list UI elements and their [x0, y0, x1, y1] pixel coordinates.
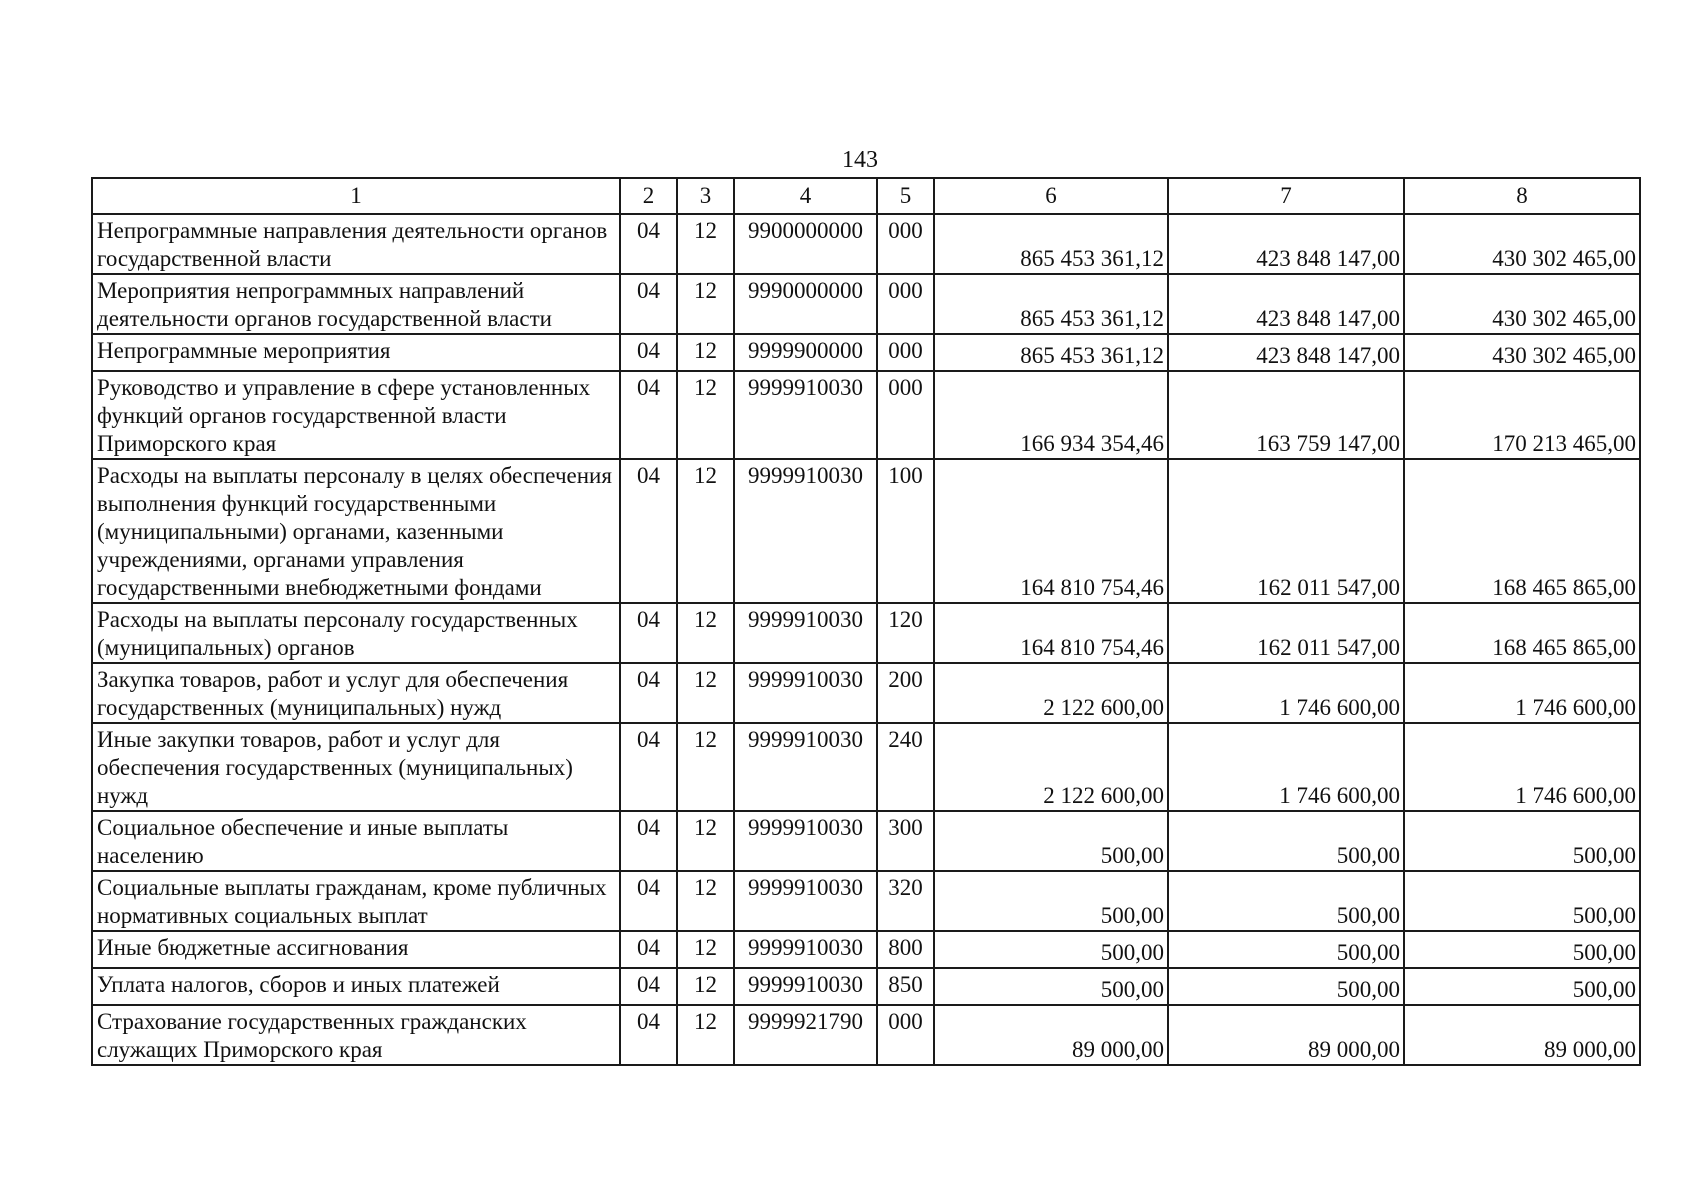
target-article-cell: 9990000000 — [734, 274, 877, 334]
table-header-row — [92, 178, 1640, 214]
subsection-code-cell: 12 — [677, 968, 734, 1005]
amount-cell-col7: 163 759 147,00 — [1168, 371, 1404, 459]
table-row — [92, 871, 1640, 931]
row-name-cell: Расходы на выплаты персоналу в целях обеспечения выполнения функций государственными (муниципальными) органами, казенными учреждениями, органами управления государственными внебюджетными фондами — [92, 459, 620, 603]
subsection-code-cell: 12 — [677, 459, 734, 603]
expense-type-cell: 300 — [877, 811, 934, 871]
section-code-cell: 04 — [620, 723, 677, 811]
subsection-code-cell: 12 — [677, 811, 734, 871]
column-header: 1 — [92, 178, 620, 214]
expense-type-cell: 850 — [877, 968, 934, 1005]
row-name-cell: Руководство и управление в сфере установленных функций органов государственной власти Приморского края — [92, 371, 620, 459]
amount-cell-col8: 500,00 — [1404, 811, 1640, 871]
table-row — [92, 663, 1640, 723]
row-name-cell: Страхование государственных гражданских служащих Приморского края — [92, 1005, 620, 1065]
amount-cell-col7: 500,00 — [1168, 811, 1404, 871]
section-code-cell: 04 — [620, 603, 677, 663]
subsection-code-cell: 12 — [677, 274, 734, 334]
amount-cell-col6: 500,00 — [934, 871, 1168, 931]
amount-cell-col6: 164 810 754,46 — [934, 603, 1168, 663]
target-article-cell: 9999910030 — [734, 871, 877, 931]
column-header: 3 — [677, 178, 734, 214]
amount-cell-col7: 1 746 600,00 — [1168, 723, 1404, 811]
amount-cell-col6: 89 000,00 — [934, 1005, 1168, 1065]
section-code-cell: 04 — [620, 811, 677, 871]
expense-type-cell: 000 — [877, 334, 934, 371]
expense-type-cell: 000 — [877, 274, 934, 334]
amount-cell-col6: 865 453 361,12 — [934, 274, 1168, 334]
row-name-cell: Непрограммные мероприятия — [92, 334, 620, 371]
row-name-cell: Иные закупки товаров, работ и услуг для обеспечения государственных (муниципальных) нужд — [92, 723, 620, 811]
table-row — [92, 334, 1640, 371]
expense-type-cell: 320 — [877, 871, 934, 931]
table-row — [92, 459, 1640, 603]
target-article-cell: 9999900000 — [734, 334, 877, 371]
section-code-cell: 04 — [620, 968, 677, 1005]
expense-type-cell: 000 — [877, 1005, 934, 1065]
amount-cell-col6: 164 810 754,46 — [934, 459, 1168, 603]
subsection-code-cell: 12 — [677, 334, 734, 371]
table-row — [92, 1005, 1640, 1065]
amount-cell-col6: 166 934 354,46 — [934, 371, 1168, 459]
amount-cell-col8: 500,00 — [1404, 931, 1640, 968]
column-header: 6 — [934, 178, 1168, 214]
target-article-cell: 9999910030 — [734, 371, 877, 459]
budget-table — [91, 177, 1641, 1066]
subsection-code-cell: 12 — [677, 931, 734, 968]
amount-cell-col8: 170 213 465,00 — [1404, 371, 1640, 459]
subsection-code-cell: 12 — [677, 871, 734, 931]
subsection-code-cell: 12 — [677, 371, 734, 459]
expense-type-cell: 100 — [877, 459, 934, 603]
section-code-cell: 04 — [620, 871, 677, 931]
amount-cell-col8: 500,00 — [1404, 871, 1640, 931]
amount-cell-col8: 430 302 465,00 — [1404, 214, 1640, 274]
table-row — [92, 214, 1640, 274]
amount-cell-col6: 500,00 — [934, 931, 1168, 968]
table-row — [92, 811, 1640, 871]
row-name-cell: Расходы на выплаты персоналу государственных (муниципальных) органов — [92, 603, 620, 663]
amount-cell-col6: 500,00 — [934, 968, 1168, 1005]
section-code-cell: 04 — [620, 274, 677, 334]
amount-cell-col6: 500,00 — [934, 811, 1168, 871]
section-code-cell: 04 — [620, 459, 677, 603]
table-row — [92, 723, 1640, 811]
column-header: 4 — [734, 178, 877, 214]
section-code-cell: 04 — [620, 214, 677, 274]
amount-cell-col8: 168 465 865,00 — [1404, 459, 1640, 603]
amount-cell-col8: 430 302 465,00 — [1404, 274, 1640, 334]
section-code-cell: 04 — [620, 931, 677, 968]
amount-cell-col6: 2 122 600,00 — [934, 663, 1168, 723]
amount-cell-col8: 89 000,00 — [1404, 1005, 1640, 1065]
amount-cell-col6: 865 453 361,12 — [934, 334, 1168, 371]
column-header: 8 — [1404, 178, 1640, 214]
target-article-cell: 9900000000 — [734, 214, 877, 274]
amount-cell-col8: 500,00 — [1404, 968, 1640, 1005]
target-article-cell: 9999910030 — [734, 723, 877, 811]
amount-cell-col7: 162 011 547,00 — [1168, 603, 1404, 663]
amount-cell-col7: 89 000,00 — [1168, 1005, 1404, 1065]
subsection-code-cell: 12 — [677, 214, 734, 274]
expense-type-cell: 000 — [877, 371, 934, 459]
expense-type-cell: 000 — [877, 214, 934, 274]
page-number: 143 — [842, 147, 878, 173]
section-code-cell: 04 — [620, 334, 677, 371]
target-article-cell: 9999910030 — [734, 663, 877, 723]
section-code-cell: 04 — [620, 371, 677, 459]
row-name-cell: Социальные выплаты гражданам, кроме публичных нормативных социальных выплат — [92, 871, 620, 931]
amount-cell-col8: 1 746 600,00 — [1404, 663, 1640, 723]
amount-cell-col7: 423 848 147,00 — [1168, 334, 1404, 371]
amount-cell-col7: 500,00 — [1168, 871, 1404, 931]
subsection-code-cell: 12 — [677, 663, 734, 723]
column-header: 5 — [877, 178, 934, 214]
section-code-cell: 04 — [620, 1005, 677, 1065]
amount-cell-col8: 1 746 600,00 — [1404, 723, 1640, 811]
table-row — [92, 603, 1640, 663]
target-article-cell: 9999910030 — [734, 459, 877, 603]
amount-cell-col7: 500,00 — [1168, 931, 1404, 968]
target-article-cell: 9999910030 — [734, 968, 877, 1005]
target-article-cell: 9999910030 — [734, 811, 877, 871]
subsection-code-cell: 12 — [677, 1005, 734, 1065]
expense-type-cell: 240 — [877, 723, 934, 811]
target-article-cell: 9999910030 — [734, 931, 877, 968]
amount-cell-col7: 162 011 547,00 — [1168, 459, 1404, 603]
amount-cell-col8: 168 465 865,00 — [1404, 603, 1640, 663]
section-code-cell: 04 — [620, 663, 677, 723]
amount-cell-col6: 865 453 361,12 — [934, 214, 1168, 274]
expense-type-cell: 800 — [877, 931, 934, 968]
expense-type-cell: 200 — [877, 663, 934, 723]
amount-cell-col8: 430 302 465,00 — [1404, 334, 1640, 371]
expense-type-cell: 120 — [877, 603, 934, 663]
target-article-cell: 9999910030 — [734, 603, 877, 663]
target-article-cell: 9999921790 — [734, 1005, 877, 1065]
row-name-cell: Закупка товаров, работ и услуг для обеспечения государственных (муниципальных) нужд — [92, 663, 620, 723]
amount-cell-col7: 423 848 147,00 — [1168, 214, 1404, 274]
row-name-cell: Непрограммные направления деятельности органов государственной власти — [92, 214, 620, 274]
table-row — [92, 968, 1640, 1005]
amount-cell-col7: 1 746 600,00 — [1168, 663, 1404, 723]
column-header: 7 — [1168, 178, 1404, 214]
row-name-cell: Иные бюджетные ассигнования — [92, 931, 620, 968]
subsection-code-cell: 12 — [677, 603, 734, 663]
row-name-cell: Мероприятия непрограммных направлений деятельности органов государственной власти — [92, 274, 620, 334]
amount-cell-col7: 423 848 147,00 — [1168, 274, 1404, 334]
subsection-code-cell: 12 — [677, 723, 734, 811]
table-row — [92, 274, 1640, 334]
table-row — [92, 371, 1640, 459]
row-name-cell: Уплата налогов, сборов и иных платежей — [92, 968, 620, 1005]
amount-cell-col7: 500,00 — [1168, 968, 1404, 1005]
table-row — [92, 931, 1640, 968]
row-name-cell: Социальное обеспечение и иные выплаты населению — [92, 811, 620, 871]
amount-cell-col6: 2 122 600,00 — [934, 723, 1168, 811]
column-header: 2 — [620, 178, 677, 214]
